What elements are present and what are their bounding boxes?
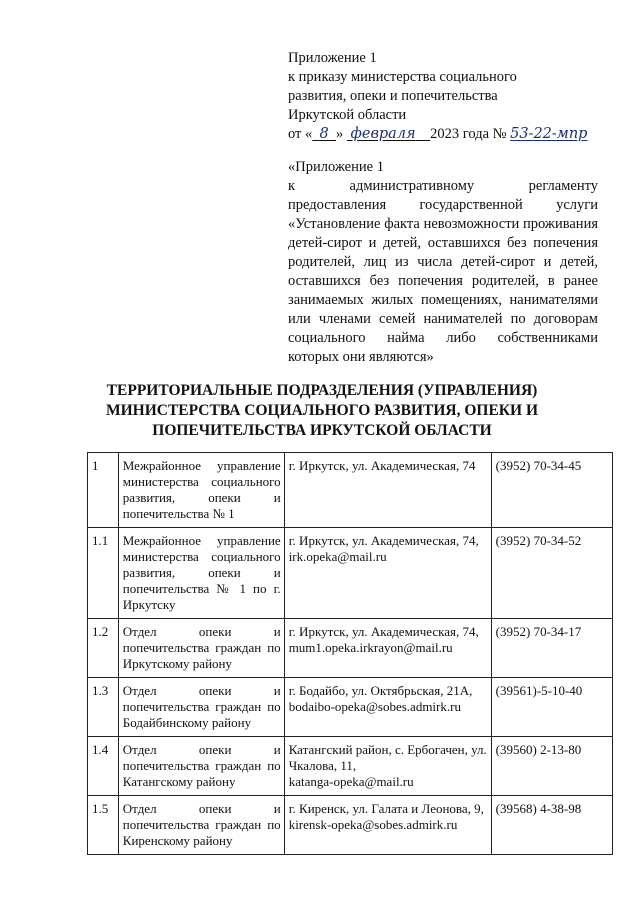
date-mid: » [336,126,344,142]
office-phone: (39568) 4-38-98 [491,796,612,855]
order-date-line [288,125,606,144]
office-email: irk.opeka@mail.ru [288,549,387,564]
office-phone: (39560) 2-13-80 [491,737,612,796]
header-line-3: развития, опеки и попечительства [288,88,498,104]
row-number: 1.5 [88,796,119,855]
office-address-cell [284,528,491,619]
date-year: 2023 года № [430,126,507,142]
title-line-3: ПОПЕЧИТЕЛЬСТВА ИРКУТСКОЙ ОБЛАСТИ [152,422,492,439]
office-phone: (39561)-5-10-40 [491,678,612,737]
row-number: 1.2 [88,619,119,678]
row-number: 1.3 [88,678,119,737]
table-row [88,678,613,737]
office-email: kirensk-opeka@sobes.admirk.ru [288,817,458,832]
office-name: Отдел опеки и попечительства граждан по Иркутскому району [118,619,284,678]
office-name: Отдел опеки и попечительства граждан по Киренскому району [118,796,284,855]
office-address: г. Иркутск, ул. Академическая, 74, [288,533,479,548]
office-address-cell [284,678,491,737]
table-row [88,737,613,796]
annex-reference [288,158,598,367]
page-title [60,381,584,441]
order-header [288,49,606,144]
table-row [88,619,613,678]
title-line-2: МИНИСТЕРСТВА СОЦИАЛЬНОГО РАЗВИТИЯ, ОПЕКИ И [105,402,539,419]
office-phone: (3952) 70-34-52 [491,528,612,619]
office-name: Межрайонное управление министерства социального развития, опеки и попечительства № 1 по г. Иркутску [118,528,284,619]
office-phone: (3952) 70-34-45 [491,453,612,528]
date-prefix: от « [288,126,313,142]
row-number: 1.1 [88,528,119,619]
office-address: г. Иркутск, ул. Академическая, 74 [288,458,476,473]
row-number: 1 [88,453,119,528]
office-email: mum1.opeka.irkrayon@mail.ru [288,640,453,655]
annex-body: к административному регламенту предоставления государственной услуги «Установление факта невозможности проживания детей-сирот и детей, оставшихся без попечения родителей, лиц из числа детей-сирот и детей, оставшихся без попечения родителей, в ранее занимаемых жилых помещениях, нанимателями или членами семей нанимателей по договорам социального найма либо собственниками которых они являются» [288,178,598,365]
office-email: bodaibo-opeka@sobes.admirk.ru [288,699,461,714]
header-line-4: Иркутской области [288,107,407,123]
office-phone: (3952) 70-34-17 [491,619,612,678]
office-name: Отдел опеки и попечительства граждан по Бодайбинскому району [118,678,284,737]
row-number: 1.4 [88,737,119,796]
table-row [88,528,613,619]
office-address-cell [284,453,491,528]
office-name: Межрайонное управление министерства социального развития, опеки и попечительства № 1 [118,453,284,528]
office-address-cell [284,737,491,796]
office-address: г. Бодайбо, ул. Октябрьская, 21А, [288,683,473,698]
office-address-cell [284,796,491,855]
office-address: Катангский район, с. Ербогачен, ул. Чкалова, 11, [288,742,487,773]
office-address: г. Киренск, ул. Галата и Леонова, 9, [288,801,484,816]
office-address-cell [284,619,491,678]
title-line-1: ТЕРРИТОРИАЛЬНЫЕ ПОДРАЗДЕЛЕНИЯ (УПРАВЛЕНИЯ) [106,382,538,399]
table-row [88,453,613,528]
date-month: февраля [350,126,416,142]
header-line-1: Приложение 1 [288,50,377,66]
header-line-2: к приказу министерства социального [288,69,517,85]
table-row [88,796,613,855]
order-number: 53-22-мпр [510,126,588,142]
annex-title: «Приложение 1 [288,159,384,175]
office-address: г. Иркутск, ул. Академическая, 74, [288,624,479,639]
office-email: katanga-opeka@mail.ru [288,774,414,789]
offices-table [87,452,613,855]
office-name: Отдел опеки и попечительства граждан по Катангскому району [118,737,284,796]
date-day: 8 [319,126,329,142]
